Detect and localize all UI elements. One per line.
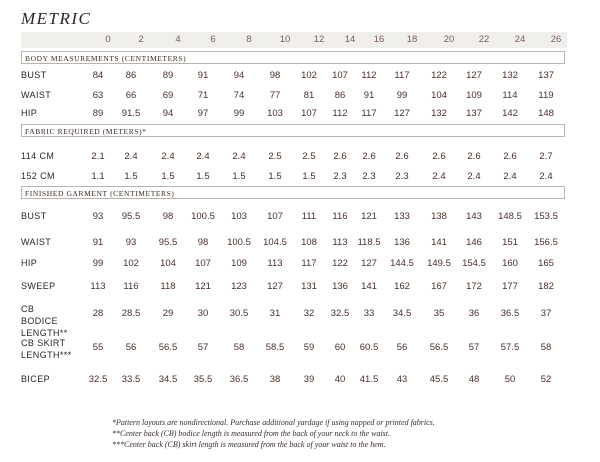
row-label: HIP	[21, 108, 38, 118]
table-cell: 114	[502, 90, 518, 101]
table-cell: 30.5	[229, 308, 249, 319]
table-cell: 109	[466, 90, 482, 101]
table-cell: 1.5	[302, 171, 316, 182]
table-cell: 97	[197, 108, 209, 119]
table-cell: 56	[396, 342, 408, 353]
table-cell: 31	[269, 308, 281, 319]
table-cell: 35.5	[193, 374, 213, 385]
table-cell: 108	[301, 237, 317, 248]
table-cell: 2.6	[432, 151, 446, 162]
table-cell: 104	[431, 90, 447, 101]
table-cell: 35	[433, 308, 445, 319]
table-cell: 162	[394, 281, 410, 292]
table-cell: 57.5	[500, 342, 520, 353]
table-cell: 121	[361, 211, 377, 222]
table-cell: 41.5	[359, 374, 379, 385]
table-cell: 1.5	[268, 171, 282, 182]
table-cell: 39	[303, 374, 315, 385]
table-cell: 127	[361, 258, 377, 269]
table-cell: 116	[123, 281, 139, 292]
table-cell: 156.5	[534, 237, 558, 248]
size-header: 0	[105, 34, 111, 45]
table-cell: 144.5	[390, 258, 414, 269]
table-cell: 2.4	[232, 151, 246, 162]
table-cell: 107	[267, 211, 283, 222]
table-cell: 43	[396, 374, 408, 385]
table-cell: 133	[394, 211, 410, 222]
table-cell: 138	[431, 211, 447, 222]
size-header: 22	[478, 34, 490, 45]
table-cell: 52	[540, 374, 552, 385]
table-cell: 34.5	[392, 308, 412, 319]
table-cell: 113	[90, 281, 106, 292]
table-cell: 94	[233, 70, 245, 81]
table-cell: 1.5	[161, 171, 175, 182]
table-cell: 182	[538, 281, 554, 292]
table-cell: 127	[267, 281, 283, 292]
size-header: 4	[175, 34, 181, 45]
table-cell: 104	[160, 258, 176, 269]
table-cell: 104.5	[263, 237, 287, 248]
table-cell: 141	[361, 281, 377, 292]
table-cell: 38	[269, 374, 281, 385]
size-header: 16	[373, 34, 385, 45]
table-cell: 117	[394, 70, 410, 81]
table-cell: 117	[361, 108, 377, 119]
table-cell: 60.5	[359, 342, 379, 353]
table-cell: 2.6	[395, 151, 409, 162]
table-cell: 81	[303, 90, 315, 101]
table-cell: 2.4	[467, 171, 481, 182]
table-cell: 32	[303, 308, 315, 319]
table-cell: 2.4	[124, 151, 138, 162]
size-header: 12	[313, 34, 325, 45]
table-cell: 29	[162, 308, 174, 319]
table-cell: 58	[233, 342, 245, 353]
size-header: 14	[344, 34, 356, 45]
table-cell: 86	[125, 70, 137, 81]
table-cell: 55	[92, 342, 104, 353]
table-cell: 1.5	[232, 171, 246, 182]
section-heading: FABRIC REQUIRED (METERS)*	[21, 124, 565, 137]
table-cell: 57	[197, 342, 209, 353]
table-cell: 93	[125, 237, 137, 248]
table-cell: 30	[197, 308, 209, 319]
table-cell: 99	[233, 108, 245, 119]
table-cell: 1.5	[196, 171, 210, 182]
table-cell: 36.5	[229, 374, 249, 385]
table-cell: 91	[197, 70, 209, 81]
table-cell: 103	[267, 108, 283, 119]
row-label: 114 CM	[21, 151, 55, 161]
table-cell: 2.3	[333, 171, 347, 182]
table-cell: 100.5	[191, 211, 215, 222]
table-cell: 2.3	[395, 171, 409, 182]
table-cell: 57	[468, 342, 480, 353]
table-cell: 91	[363, 90, 375, 101]
table-cell: 48	[468, 374, 480, 385]
size-header: 6	[210, 34, 216, 45]
row-label: BICEP	[21, 374, 51, 384]
table-cell: 32.5	[330, 308, 350, 319]
section-heading: FINISHED GARMENT (CENTIMETERS)	[21, 186, 565, 199]
table-cell: 107	[195, 258, 211, 269]
row-label: CB SKIRT LENGTH***	[21, 338, 72, 360]
row-label: HIP	[21, 258, 38, 268]
section-heading: BODY MEASUREMENTS (CENTIMETERS)	[21, 51, 565, 64]
table-cell: 33	[363, 308, 375, 319]
table-cell: 102	[301, 70, 317, 81]
table-cell: 36.5	[500, 308, 520, 319]
table-cell: 63	[92, 90, 104, 101]
table-cell: 136	[332, 281, 348, 292]
table-cell: 109	[231, 258, 247, 269]
table-cell: 167	[431, 281, 447, 292]
table-cell: 137	[466, 108, 482, 119]
table-cell: 86	[334, 90, 346, 101]
table-cell: 98	[162, 211, 174, 222]
table-cell: 127	[466, 70, 482, 81]
table-cell: 117	[301, 258, 317, 269]
size-header: 10	[279, 34, 291, 45]
table-cell: 58	[540, 342, 552, 353]
table-cell: 77	[269, 90, 281, 101]
table-cell: 127	[394, 108, 410, 119]
table-cell: 59	[303, 342, 315, 353]
size-header: 26	[550, 34, 562, 45]
row-label: WAIST	[21, 90, 52, 100]
table-cell: 112	[361, 70, 377, 81]
table-cell: 56.5	[429, 342, 449, 353]
table-cell: 102	[123, 258, 139, 269]
footnote-fabric: *Pattern layouts are nondirectional. Purchase additional yardage if using napped or printed fabrics.	[112, 418, 435, 427]
row-label: CB BODICE LENGTH**	[21, 304, 68, 338]
table-cell: 160	[502, 258, 518, 269]
table-cell: 2.1	[91, 151, 105, 162]
footnotes	[112, 417, 435, 450]
table-cell: 2.4	[503, 171, 517, 182]
row-label: BUST	[21, 211, 47, 221]
table-cell: 91	[92, 237, 104, 248]
row-label: 152 CM	[21, 171, 55, 181]
table-cell: 37	[540, 308, 552, 319]
table-cell: 33.5	[121, 374, 141, 385]
footnote-skirt: ***Center back (CB) skirt length is measured from the back of your waist to the hem.	[112, 440, 386, 449]
table-cell: 2.6	[467, 151, 481, 162]
table-cell: 165	[538, 258, 554, 269]
table-cell: 122	[431, 70, 447, 81]
row-label: WAIST	[21, 237, 52, 247]
table-cell: 58.5	[265, 342, 285, 353]
table-cell: 172	[466, 281, 482, 292]
table-cell: 148	[538, 108, 554, 119]
table-cell: 2.6	[333, 151, 347, 162]
table-cell: 74	[233, 90, 245, 101]
table-cell: 2.3	[362, 171, 376, 182]
table-cell: 2.4	[196, 151, 210, 162]
table-cell: 69	[162, 90, 174, 101]
table-cell: 122	[332, 258, 348, 269]
table-cell: 89	[92, 108, 104, 119]
table-cell: 98	[197, 237, 209, 248]
table-cell: 2.5	[268, 151, 282, 162]
table-cell: 84	[92, 70, 104, 81]
table-cell: 116	[332, 211, 348, 222]
table-cell: 107	[332, 70, 348, 81]
footnote-bodice: **Center back (CB) bodice length is measured from the back of your neck to the waist.	[112, 429, 391, 438]
table-cell: 151	[502, 237, 518, 248]
table-cell: 100.5	[227, 237, 251, 248]
table-cell: 107	[301, 108, 317, 119]
table-cell: 113	[267, 258, 283, 269]
table-cell: 94	[162, 108, 174, 119]
size-header: 18	[406, 34, 418, 45]
table-cell: 154.5	[462, 258, 486, 269]
table-cell: 95.5	[121, 211, 141, 222]
table-cell: 103	[231, 211, 247, 222]
table-cell: 148.5	[498, 211, 522, 222]
table-cell: 118	[160, 281, 176, 292]
table-cell: 95.5	[158, 237, 178, 248]
size-header: 2	[138, 34, 144, 45]
table-cell: 40	[334, 374, 346, 385]
table-cell: 60	[334, 342, 346, 353]
table-cell: 143	[466, 211, 482, 222]
table-cell: 111	[301, 211, 317, 222]
table-cell: 146	[466, 237, 482, 248]
table-cell: 45.5	[429, 374, 449, 385]
table-cell: 34.5	[158, 374, 178, 385]
table-cell: 137	[538, 70, 554, 81]
table-cell: 32.5	[88, 374, 108, 385]
table-cell: 56	[125, 342, 137, 353]
table-cell: 93	[92, 211, 104, 222]
table-cell: 2.7	[539, 151, 553, 162]
table-cell: 71	[197, 90, 209, 101]
table-cell: 113	[332, 237, 348, 248]
table-cell: 177	[502, 281, 518, 292]
table-cell: 141	[431, 237, 447, 248]
table-cell: 136	[394, 237, 410, 248]
page-title: METRIC	[21, 9, 92, 28]
table-cell: 36	[468, 308, 480, 319]
table-cell: 1.5	[124, 171, 138, 182]
table-cell: 1.1	[91, 171, 105, 182]
table-cell: 50	[504, 374, 516, 385]
table-cell: 123	[231, 281, 247, 292]
table-cell: 56.5	[158, 342, 178, 353]
row-label: BUST	[21, 70, 47, 80]
table-cell: 99	[396, 90, 408, 101]
table-cell: 89	[162, 70, 174, 81]
table-cell: 132	[502, 70, 518, 81]
table-cell: 2.5	[302, 151, 316, 162]
table-cell: 131	[301, 281, 317, 292]
table-cell: 99	[92, 258, 104, 269]
table-cell: 2.6	[503, 151, 517, 162]
table-cell: 28.5	[121, 308, 141, 319]
size-header: 24	[514, 34, 526, 45]
size-header: 20	[443, 34, 455, 45]
table-cell: 142	[502, 108, 518, 119]
size-header: 8	[246, 34, 252, 45]
table-cell: 112	[332, 108, 348, 119]
table-cell: 2.4	[161, 151, 175, 162]
table-cell: 91.5	[121, 108, 141, 119]
table-cell: 2.4	[539, 171, 553, 182]
table-cell: 98	[269, 70, 281, 81]
table-cell: 2.4	[432, 171, 446, 182]
table-cell: 2.6	[362, 151, 376, 162]
table-cell: 118.5	[357, 237, 381, 248]
table-cell: 153.5	[534, 211, 558, 222]
table-cell: 119	[538, 90, 554, 101]
table-cell: 28	[92, 308, 104, 319]
table-cell: 66	[125, 90, 137, 101]
table-cell: 121	[195, 281, 211, 292]
table-cell: 132	[431, 108, 447, 119]
table-cell: 149.5	[427, 258, 451, 269]
row-label: SWEEP	[21, 281, 56, 291]
